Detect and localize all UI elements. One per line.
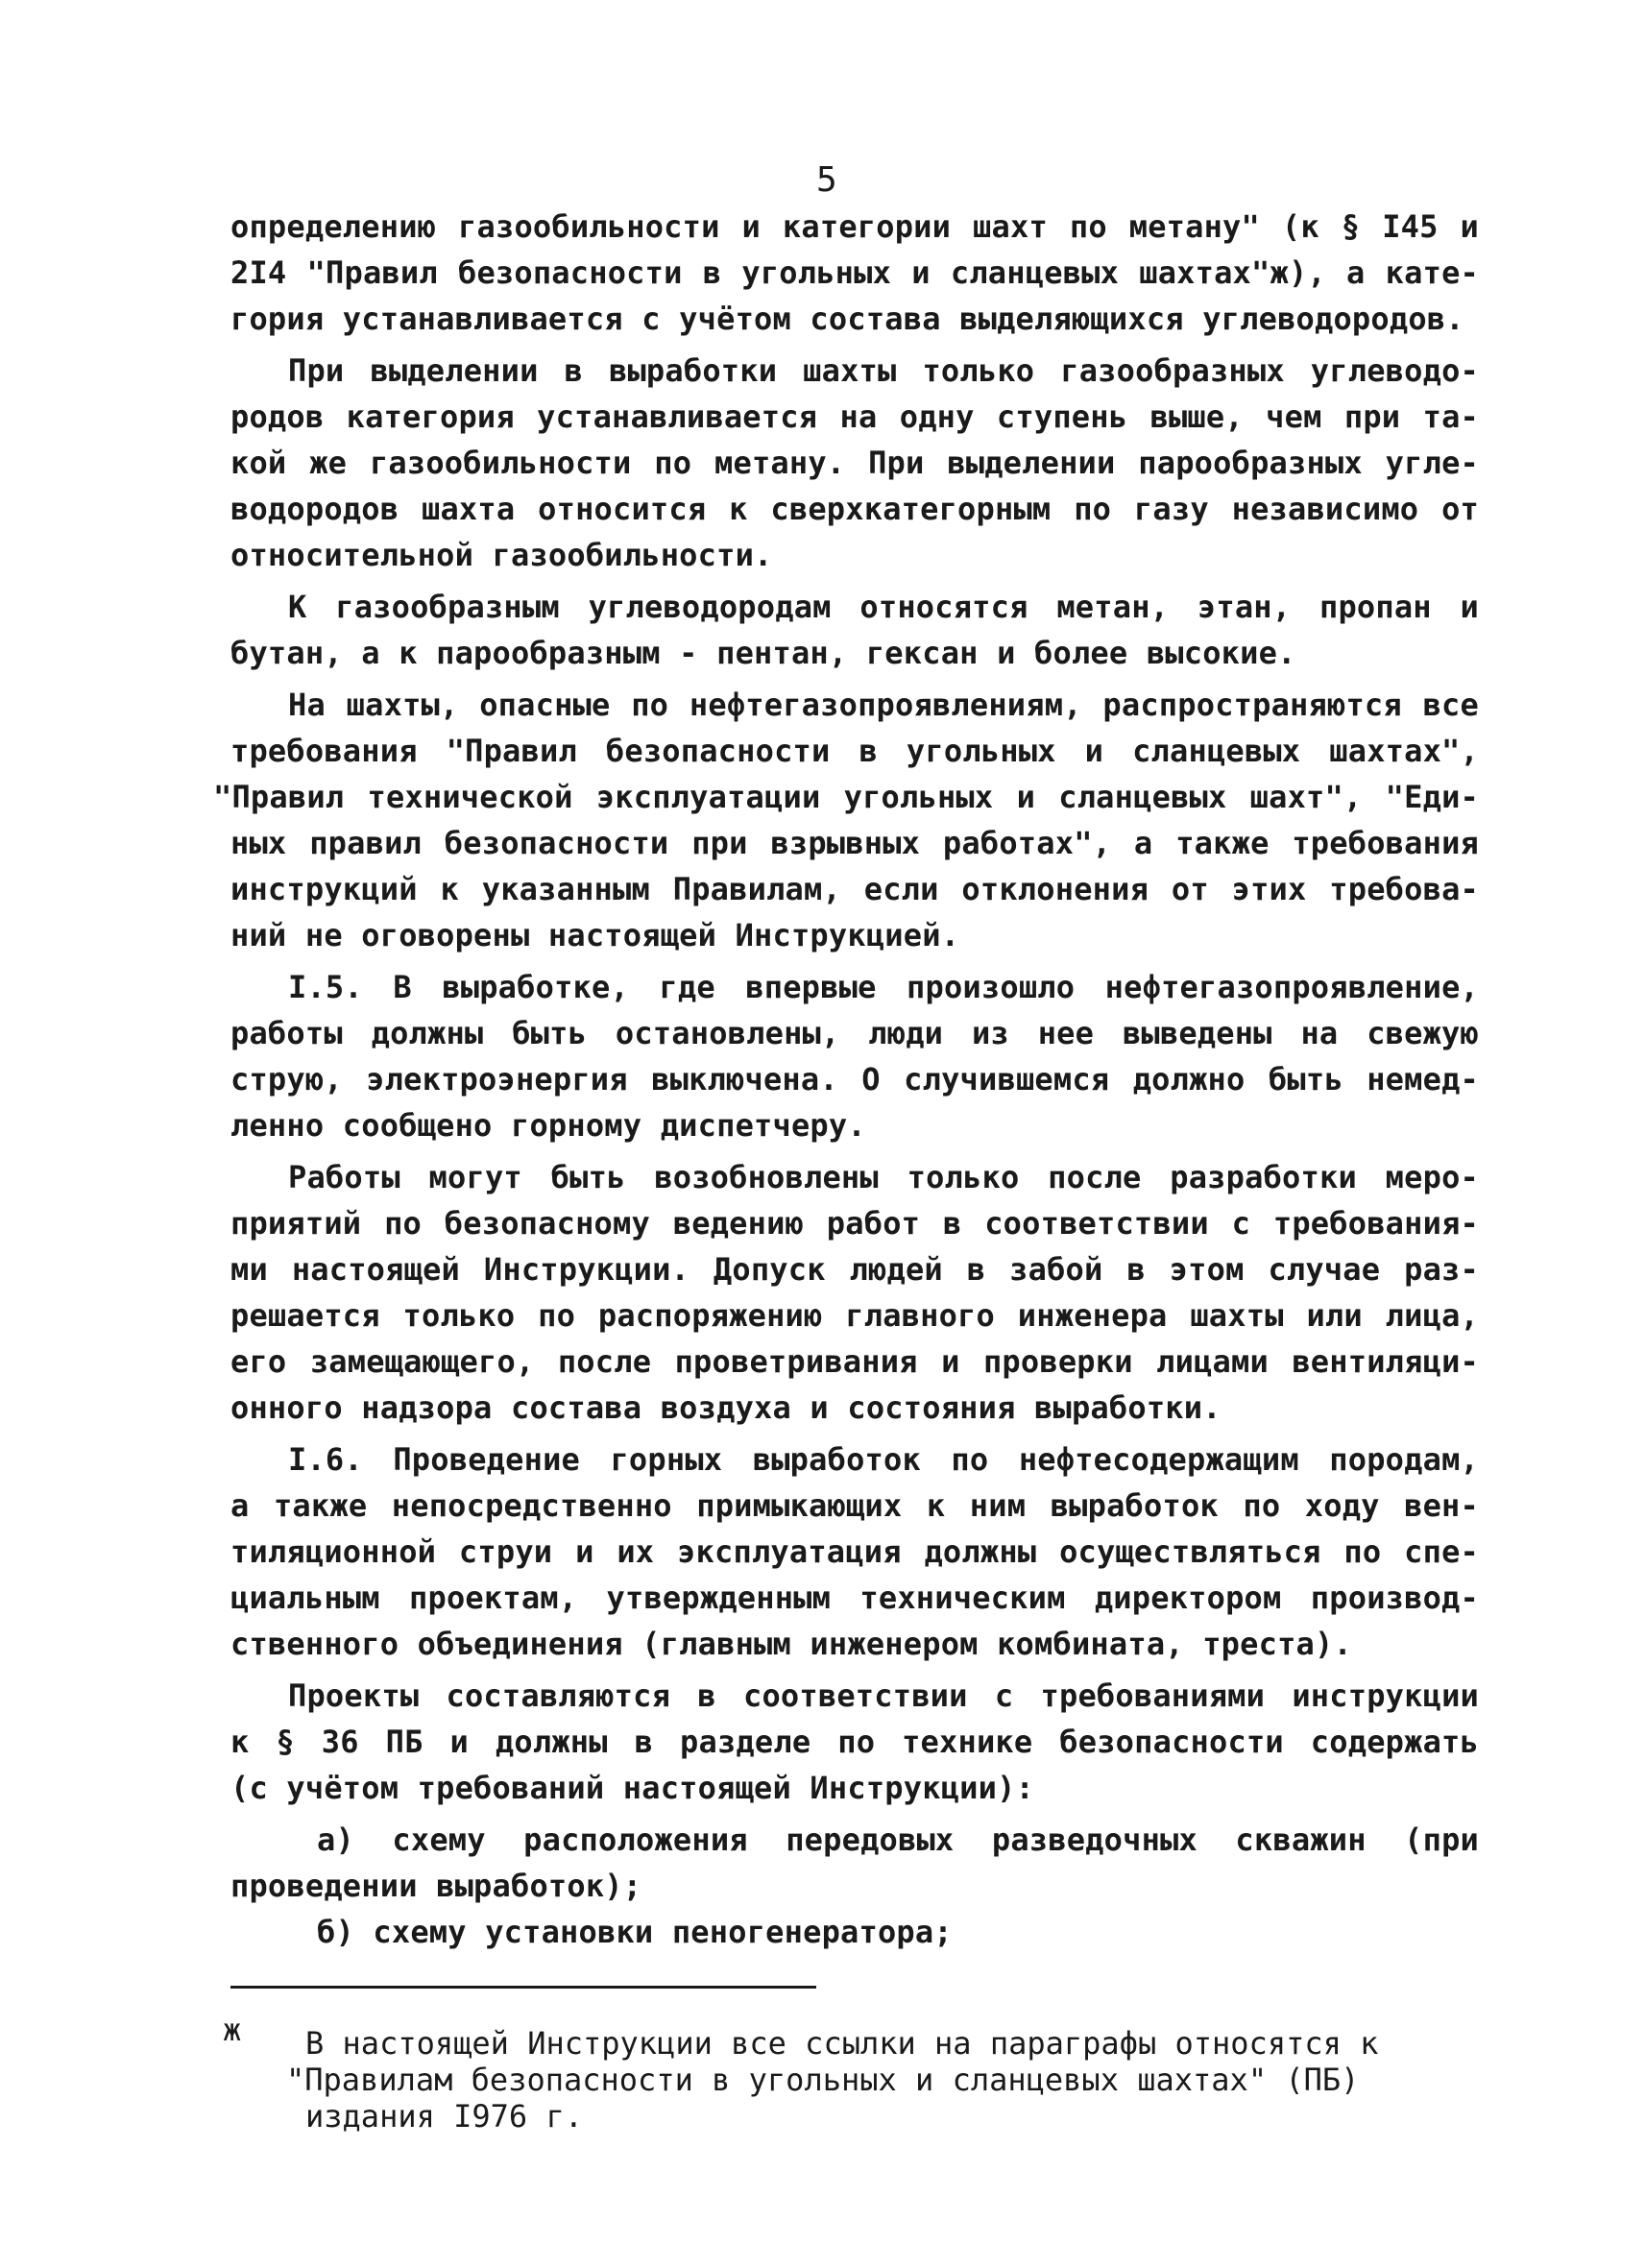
- list-item: б) схему установки пеногенератора;: [317, 1914, 953, 1950]
- body-line: водородов шахта относится к сверхкатегорным по газу независимо от: [230, 491, 1479, 527]
- body-line: При выделении в выработки шахты только газообразных углеводо-: [288, 352, 1479, 389]
- body-line: I.5. В выработке, где впервые произошло нефтегазопроявление,: [288, 969, 1479, 1005]
- body-line: ленно сообщено горному диспетчеру.: [230, 1107, 866, 1144]
- body-line: ми настоящей Инструкции. Допуск людей в забой в этом случае раз-: [230, 1251, 1479, 1288]
- footnote-line: издания I976 г.: [305, 2098, 583, 2135]
- body-line: струю, электроэнергия выключена. О случившемся должно быть немед-: [230, 1061, 1479, 1098]
- body-line: онного надзора состава воздуха и состояния выработки.: [230, 1389, 1222, 1426]
- body-line: работы должны быть остановлены, люди из нее выведены на свежую: [230, 1015, 1479, 1051]
- body-line: относительной газообильности.: [230, 537, 773, 573]
- body-line: требования "Правил безопасности в угольных и сланцевых шахтах",: [230, 733, 1479, 769]
- list-item: а) схему расположения передовых разведочных скважин (при: [317, 1822, 1479, 1858]
- body-line: проведении выработок);: [230, 1868, 642, 1904]
- body-line: кой же газообильности по метану. При выделении парообразных угле-: [230, 445, 1479, 481]
- body-line: циальным проектам, утвержденным техническим директором производ-: [230, 1580, 1479, 1616]
- body-line: I.6. Проведение горных выработок по нефтесодержащим породам,: [288, 1441, 1479, 1478]
- footnote-mark: ж: [223, 2012, 242, 2048]
- body-line: определению газообильности и категории шахт по метану" (к § I45 и: [230, 208, 1479, 245]
- body-line: ных правил безопасности при взрывных работах", а также требования: [230, 825, 1479, 861]
- body-line: бутан, а к парообразным - пентан, гексан и более высокие.: [230, 635, 1296, 671]
- body-line: На шахты, опасные по нефтегазопроявлениям, распространяются все: [288, 687, 1479, 723]
- body-line: решается только по распоряжению главного инженера шахты или лица,: [230, 1297, 1479, 1334]
- body-line: инструкций к указанным Правилам, если отклонения от этих требова-: [230, 871, 1479, 907]
- footnote-line: В настоящей Инструкции все ссылки на параграфы относятся к: [305, 2025, 1379, 2062]
- body-line: ний не оговорены настоящей Инструкцией.: [230, 917, 960, 953]
- body-line: а также непосредственно примыкающих к ним выработок по ходу вен-: [230, 1487, 1479, 1524]
- body-line: его замещающего, после проветривания и проверки лицами вентиляци-: [230, 1343, 1479, 1380]
- footnote-separator: [230, 1986, 816, 1989]
- body-line: К газообразным углеводородам относятся метан, этан, пропан и: [288, 589, 1479, 625]
- body-line: Работы могут быть возобновлены только после разработки меро-: [288, 1159, 1479, 1195]
- body-line: тиляционной струи и их эксплуатация должны осуществляться по спе-: [230, 1533, 1479, 1570]
- body-line: (с учётом требований настоящей Инструкции):: [230, 1770, 1035, 1806]
- body-line: приятий по безопасному ведению работ в соответствии с требования-: [230, 1205, 1479, 1242]
- page-number: 5: [816, 160, 837, 200]
- body-line: 2I4 "Правил безопасности в угольных и сланцевых шахтах"ж), а кате-: [230, 254, 1479, 291]
- body-line: к § 36 ПБ и должны в разделе по технике безопасности содержать: [230, 1724, 1479, 1760]
- footnote-line: "Правилам безопасности в угольных и сланцевых шахтах" (ПБ): [286, 2062, 1360, 2098]
- body-line: ственного объединения (главным инженером комбината, треста).: [230, 1626, 1352, 1662]
- body-line: гория устанавливается с учётом состава выделяющихся углеводородов.: [230, 301, 1464, 337]
- body-line: родов категория устанавливается на одну ступень выше, чем при та-: [230, 398, 1479, 435]
- body-line: "Правил технической эксплуатации угольных и сланцевых шахт", "Еди-: [213, 779, 1479, 815]
- body-line: Проекты составляются в соответствии с требованиями инструкции: [288, 1677, 1479, 1714]
